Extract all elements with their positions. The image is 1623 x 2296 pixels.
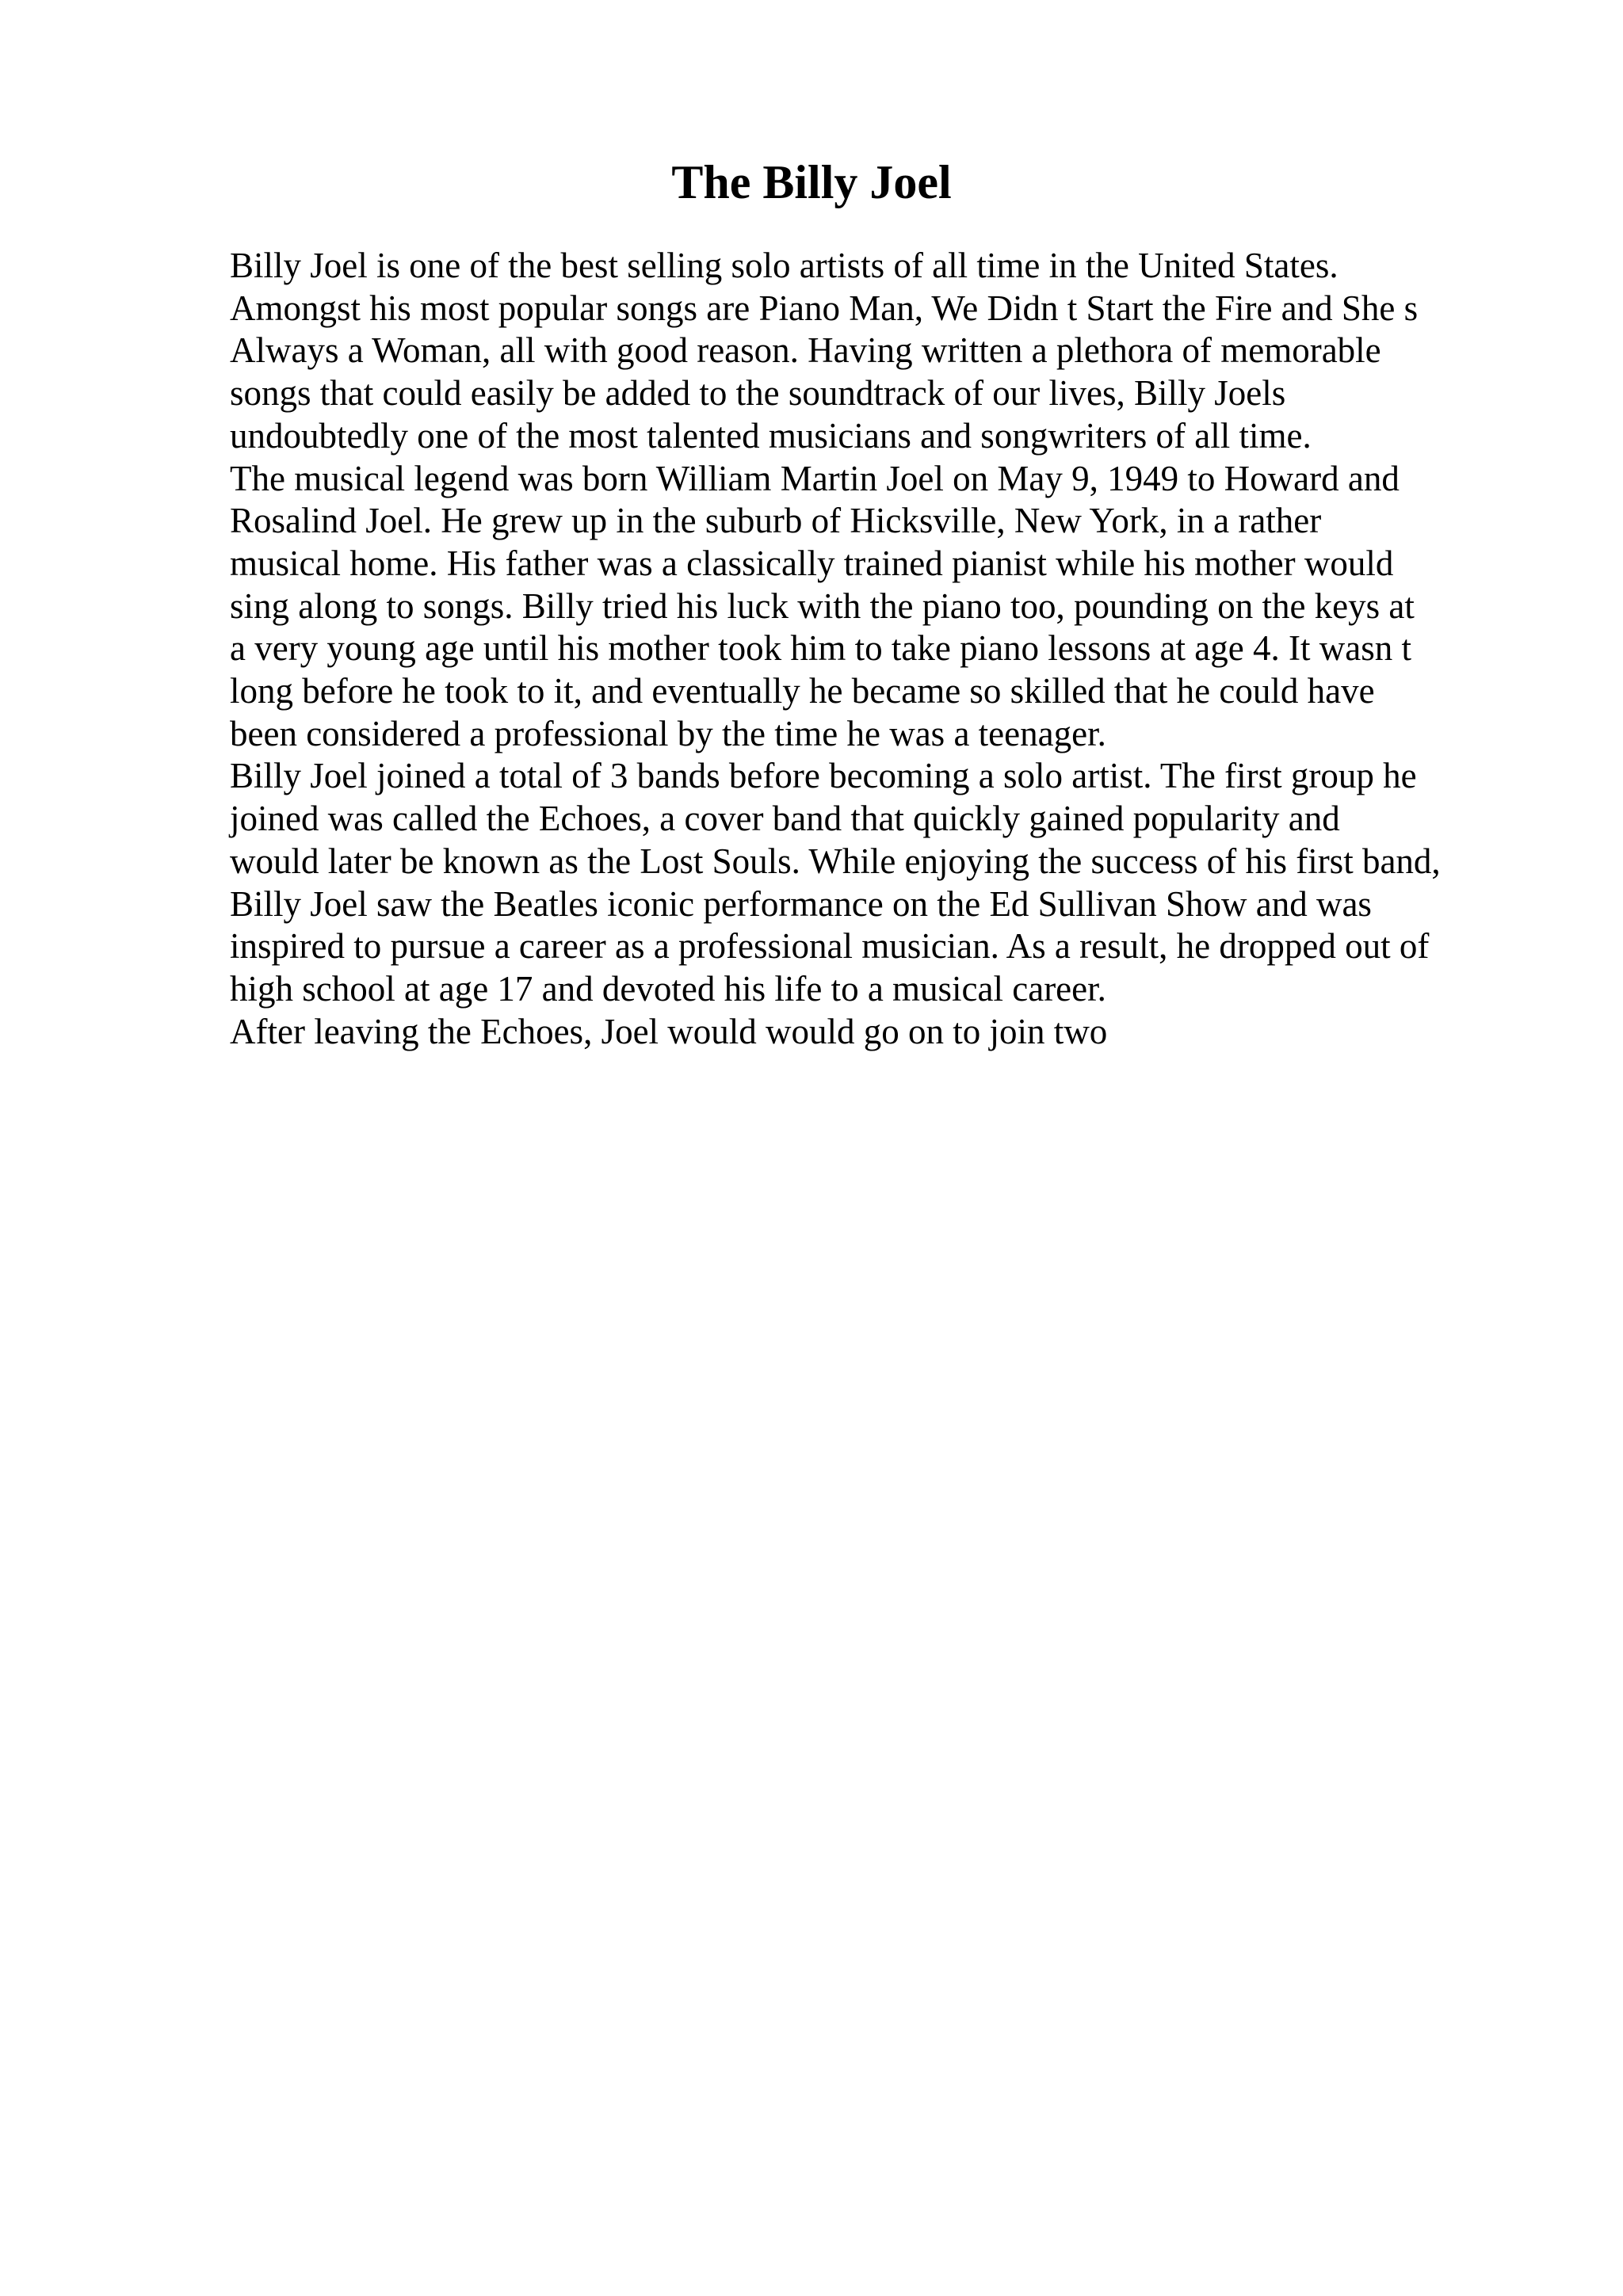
text-line: sing along to songs. Billy tried his luck with the piano too, pounding on the keys at: [230, 585, 1415, 626]
text-line: a very young age until his mother took him to take piano lessons at age 4. It wasn t: [230, 628, 1411, 669]
text-line: The musical legend was born William Martin Joel on May 9, 1949 to Howard and: [230, 458, 1400, 498]
text-line: joined was called the Echoes, a cover band that quickly gained popularity and: [230, 799, 1340, 839]
text-line: musical home. His father was a classically trained pianist while his mother would: [230, 543, 1394, 583]
text-line: would later be known as the Lost Souls. While enjoying the success of his first band,: [230, 841, 1441, 881]
text-line: Always a Woman, all with good reason. Having written a plethora of memorable: [230, 330, 1381, 371]
text-line: Billy Joel saw the Beatles iconic performance on the Ed Sullivan Show and was: [230, 883, 1372, 924]
body-text: [230, 245, 1577, 1053]
text-line: songs that could easily be added to the soundtrack of our lives, Billy Joels: [230, 373, 1286, 414]
text-line: After leaving the Echoes, Joel would would go on to join two: [230, 1011, 1108, 1051]
text-line: Billy Joel is one of the best selling solo artists of all time in the United States.: [230, 246, 1338, 285]
text-line: Rosalind Joel. He grew up in the suburb of Hicksville, New York, in a rather: [230, 501, 1322, 541]
text-line: inspired to pursue a career as a professional musician. As a result, he dropped out of: [230, 926, 1430, 967]
text-line: been considered a professional by the time he was a teenager.: [230, 713, 1106, 753]
text-line: long before he took to it, and eventually he became so skilled that he could have: [230, 671, 1375, 711]
text-line: Billy Joel joined a total of 3 bands before becoming a solo artist. The first group he: [230, 756, 1417, 796]
text-line: high school at age 17 and devoted his life to a musical career.: [230, 968, 1106, 1009]
text-line: Amongst his most popular songs are Piano Man, We Didn t Start the Fire and She s: [230, 288, 1419, 328]
text-line: undoubtedly one of the most talented musicians and songwriters of all time.: [230, 415, 1312, 456]
page-title: The Billy Joel: [671, 156, 952, 208]
